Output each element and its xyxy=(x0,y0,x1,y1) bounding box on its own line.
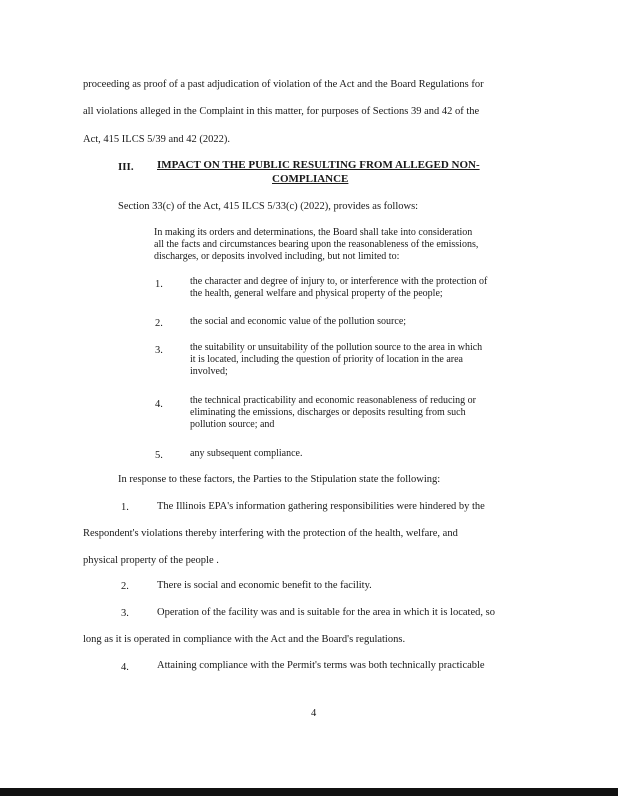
quote-item-number: 1. xyxy=(155,279,163,290)
page-number: 4 xyxy=(311,708,317,719)
response-line: The Illinois EPA's information gathering responsibilities were hindered by the xyxy=(157,501,485,512)
intro-line-3: Act, 415 ILCS 5/39 and 42 (2022). xyxy=(83,134,230,145)
lead-in: Section 33(c) of the Act, 415 ILCS 5/33(c) (2022), provides as follows: xyxy=(118,201,419,212)
response-number: 1. xyxy=(121,502,129,513)
quote-item-line: the character and degree of injury to, or interference with the protection of xyxy=(190,276,488,287)
response-line: Operation of the facility was and is suitable for the area in which it is located, so xyxy=(157,607,495,618)
quote-item-number: 2. xyxy=(155,318,163,329)
quote-item-line: involved; xyxy=(190,366,228,377)
quote-item-number: 4. xyxy=(155,399,163,410)
quote-item-line: the health, general welfare and physical property of the people; xyxy=(190,288,443,299)
section-numeral: III. xyxy=(118,161,134,173)
quote-item-line: pollution source; and xyxy=(190,419,275,430)
response-number: 4. xyxy=(121,662,129,673)
response-intro: In response to these factors, the Parties to the Stipulation state the following: xyxy=(118,474,441,485)
quote-item-line: eliminating the emissions, discharges or deposits resulting from such xyxy=(190,407,466,418)
scan-edge-bar xyxy=(0,788,618,796)
response-line: There is social and economic benefit to the facility. xyxy=(157,580,372,591)
quote-item-number: 5. xyxy=(155,450,163,461)
intro-line-2: all violations alleged in the Complaint in this matter, for purposes of Sections 39 and 42 of the xyxy=(83,106,480,117)
response-line: Respondent's violations thereby interfering with the protection of the health, welfare, and xyxy=(83,528,458,539)
response-number: 3. xyxy=(121,608,129,619)
section-title-line-2: COMPLIANCE xyxy=(272,173,349,185)
quote-item-line: the social and economic value of the pollution source; xyxy=(190,316,407,327)
quote-intro-line-2: all the facts and circumstances bearing upon the reasonableness of the emissions, xyxy=(154,239,479,250)
quote-intro-line-3: discharges, or deposits involved including, but not limited to: xyxy=(154,251,400,262)
quote-item-line: it is located, including the question of priority of location in the area xyxy=(190,354,463,365)
response-line: physical property of the people . xyxy=(83,555,219,566)
quote-item-line: the suitability or unsuitability of the pollution source to the area in which xyxy=(190,342,483,353)
quote-intro-line-1: In making its orders and determinations, the Board shall take into consideration xyxy=(154,227,473,238)
response-number: 2. xyxy=(121,581,129,592)
quote-item-line: the technical practicability and economic reasonableness of reducing or xyxy=(190,395,476,406)
quote-item-line: any subsequent compliance. xyxy=(190,448,303,459)
section-title-line-1: IMPACT ON THE PUBLIC RESULTING FROM ALLEGED NON- xyxy=(157,159,480,171)
quote-item-number: 3. xyxy=(155,345,163,356)
intro-line-1: proceeding as proof of a past adjudication of violation of the Act and the Board Regulations for xyxy=(83,79,484,90)
response-line: Attaining compliance with the Permit's terms was both technically practicable xyxy=(157,660,485,671)
response-line: long as it is operated in compliance with the Act and the Board's regulations. xyxy=(83,634,406,645)
